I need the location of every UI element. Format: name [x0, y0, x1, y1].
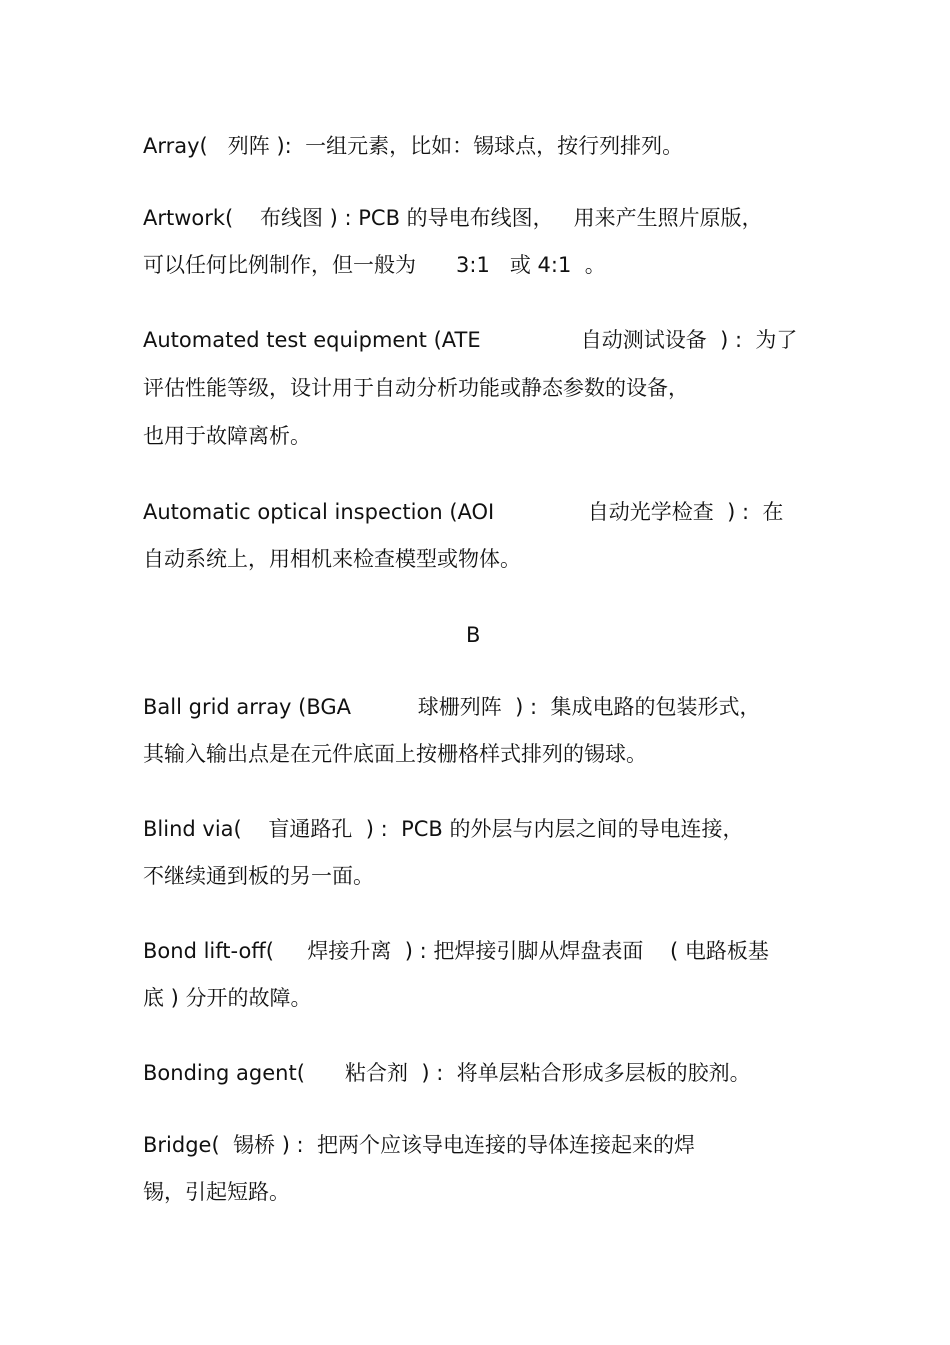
- definition-text: 不继续通到板的另一面。: [143, 864, 374, 888]
- definition-text: ) : 把焊接引脚从焊盘表面: [391, 939, 644, 963]
- chinese-term: 粘合剂: [304, 1061, 408, 1085]
- chinese-term: 列阵: [207, 134, 270, 158]
- definition-text: 其输入输出点是在元件底面上按栅格样式排列的锡球。: [143, 742, 647, 766]
- definition-text: 评估性能等级，设计用于自动分析功能或静态参数的设备，: [143, 376, 689, 400]
- term-text: Bond lift-off(: [143, 939, 274, 963]
- entry-ate-line-1: [143, 327, 797, 353]
- term-text: Automatic optical inspection (AOI: [143, 500, 495, 524]
- entry-bond-lift-off-line-2: [143, 985, 312, 1011]
- entry-bonding-agent-line-1: [143, 1060, 751, 1086]
- definition-text: ): 一组元素，比如：锡球点，按行列排列。: [269, 134, 684, 158]
- definition-text: ) : PCB 的导电布线图，: [322, 206, 554, 230]
- definition-text: 可以任何比例制作，但一般为: [143, 253, 416, 277]
- chinese-term: 球栅列阵: [351, 695, 502, 719]
- chinese-term: 锡桥: [219, 1133, 276, 1157]
- term-text: Bonding agent(: [143, 1061, 305, 1085]
- entry-bga-line-2: [143, 741, 647, 767]
- entry-bridge-line-2: [143, 1179, 290, 1205]
- definition-text: 自动系统上，用相机来检查模型或物体。: [143, 547, 521, 571]
- entry-bond-lift-off-line-1: [143, 938, 769, 964]
- definition-text: 也用于故障离析。: [143, 424, 311, 448]
- entry-array-line-1: [143, 133, 683, 159]
- entry-ate-line-3: [143, 423, 311, 449]
- chinese-term: 布线图: [233, 206, 323, 230]
- entry-bga-line-1: [143, 694, 760, 720]
- definition-text: ) : 在: [713, 500, 784, 524]
- term-text: Bridge(: [143, 1133, 220, 1157]
- definition-text: 锡，引起短路。: [143, 1180, 290, 1204]
- definition-text: ) : 将单层粘合形成多层板的胶剂。: [407, 1061, 751, 1085]
- chinese-term: 焊接升离: [273, 939, 392, 963]
- entry-bridge-line-1: [143, 1132, 695, 1158]
- definition-text: ) : 把两个应该导电连接的导体连接起来的焊: [275, 1133, 695, 1157]
- chinese-term: 自动光学检查: [494, 500, 714, 524]
- definition-text: 用来产生照片原版，: [553, 206, 763, 230]
- entry-blind-via-line-2: [143, 863, 374, 889]
- entry-aoi-line-2: [143, 546, 521, 572]
- term-text: Blind via(: [143, 817, 242, 841]
- entry-artwork-line-1: [143, 205, 763, 231]
- term-text: Artwork(: [143, 206, 234, 230]
- section-letter-heading: B: [466, 623, 481, 647]
- chinese-term: 自动测试设备: [480, 328, 707, 352]
- term-text: Ball grid array (BGA: [143, 695, 352, 719]
- definition-text: ) : 为了: [706, 328, 798, 352]
- entry-blind-via-line-1: [143, 816, 743, 842]
- chinese-term: 盲通路孔: [241, 817, 353, 841]
- entry-aoi-line-1: [143, 499, 783, 525]
- term-text: Array(: [143, 134, 208, 158]
- definition-text: ) : PCB 的外层与内层之间的导电连接，: [352, 817, 744, 841]
- definition-text: 底 ) 分开的故障。: [143, 986, 312, 1010]
- definition-text: ( 电路板基: [643, 939, 769, 963]
- entry-ate-line-2: [143, 375, 689, 401]
- definition-text: 3:1 或 4:1 。: [416, 253, 606, 277]
- term-text: Automated test equipment (ATE: [143, 328, 481, 352]
- entry-artwork-line-2: [143, 252, 606, 278]
- definition-text: ) : 集成电路的包装形式，: [501, 695, 761, 719]
